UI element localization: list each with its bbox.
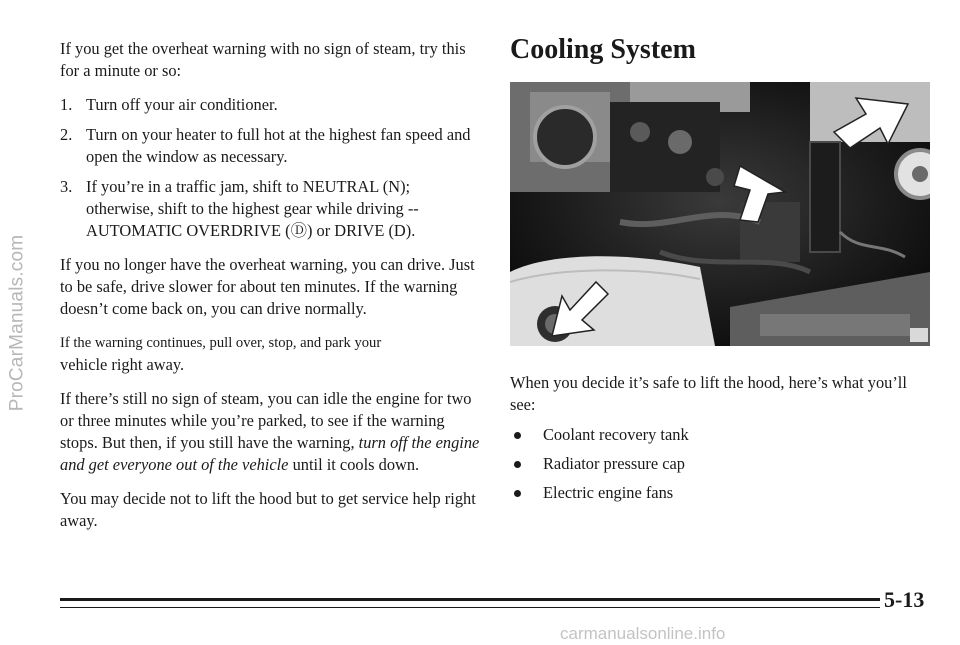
engine-photo xyxy=(510,82,930,346)
right-text xyxy=(510,372,930,504)
warning-continues-end: vehicle right away. xyxy=(60,355,185,374)
hood-intro: When you decide it’s safe to lift the hood, here’s what you’ll see: xyxy=(510,373,907,414)
step-number: 1. xyxy=(60,95,73,114)
list-item xyxy=(510,453,930,475)
list-item xyxy=(510,424,930,446)
step-text: Turn on your heater to full hot at the highest fan speed and open the window as necessary. xyxy=(86,125,471,166)
components-list xyxy=(510,424,930,504)
footer-rule-thick xyxy=(60,598,880,601)
list-item xyxy=(510,482,930,504)
steam-text-end: until it cools down. xyxy=(288,455,420,474)
step-text: If you’re in a traffic jam, shift to NEUTRAL (N); otherwise, shift to the highest gear while driving -- AUTOMATIC OVERDRIVE (Ⓓ) or DRIVE (D). xyxy=(86,177,419,240)
section-heading: Cooling System xyxy=(510,34,696,65)
steps-list xyxy=(60,94,480,242)
warning-continues-paragraph xyxy=(60,332,480,376)
left-column xyxy=(60,38,480,544)
watermark-text: ProCarManuals.com xyxy=(6,234,28,411)
intro-paragraph: If you get the overheat warning with no sign of steam, try this for a minute or so: xyxy=(60,39,466,80)
list-item xyxy=(60,124,480,168)
step-text: Turn off your air conditioner. xyxy=(86,95,278,114)
footer-watermark: carmanualsonline.info xyxy=(560,624,726,643)
list-item xyxy=(60,176,480,242)
list-item xyxy=(60,94,480,116)
step-number: 2. xyxy=(60,125,73,144)
bullet-text: Coolant recovery tank xyxy=(543,425,689,444)
page-number: 5-13 xyxy=(884,587,925,612)
hood-paragraph: You may decide not to lift the hood but to get service help right away. xyxy=(60,489,476,530)
bullet-text: Electric engine fans xyxy=(543,483,674,502)
steam-emphasis: turn off the engine and get everyone out of the vehicle xyxy=(60,433,480,474)
engine-photo-illustration xyxy=(510,82,930,346)
footer-rules xyxy=(60,598,880,608)
warning-continues-line: If the warning continues, pull over, stop, and park your xyxy=(60,335,382,351)
bullet-icon xyxy=(514,432,521,439)
right-column xyxy=(510,32,930,511)
steam-text: If there’s still no sign of steam, you can idle the engine for two or three minutes while you’re parked, to see if the warning stops. But then, if you still have the warning, xyxy=(60,389,472,452)
bullet-icon xyxy=(514,461,521,468)
bullet-icon xyxy=(514,490,521,497)
bullet-text: Radiator pressure cap xyxy=(543,454,685,473)
side-watermark xyxy=(0,0,34,645)
no-warning-paragraph: If you no longer have the overheat warning, you can drive. Just to be safe, drive slower for about ten minutes. If the warning doesn’t come back on, you can drive normally. xyxy=(60,255,475,318)
step-number: 3. xyxy=(60,177,73,196)
footer-rule-thin xyxy=(60,607,880,608)
steam-paragraph xyxy=(60,388,480,476)
